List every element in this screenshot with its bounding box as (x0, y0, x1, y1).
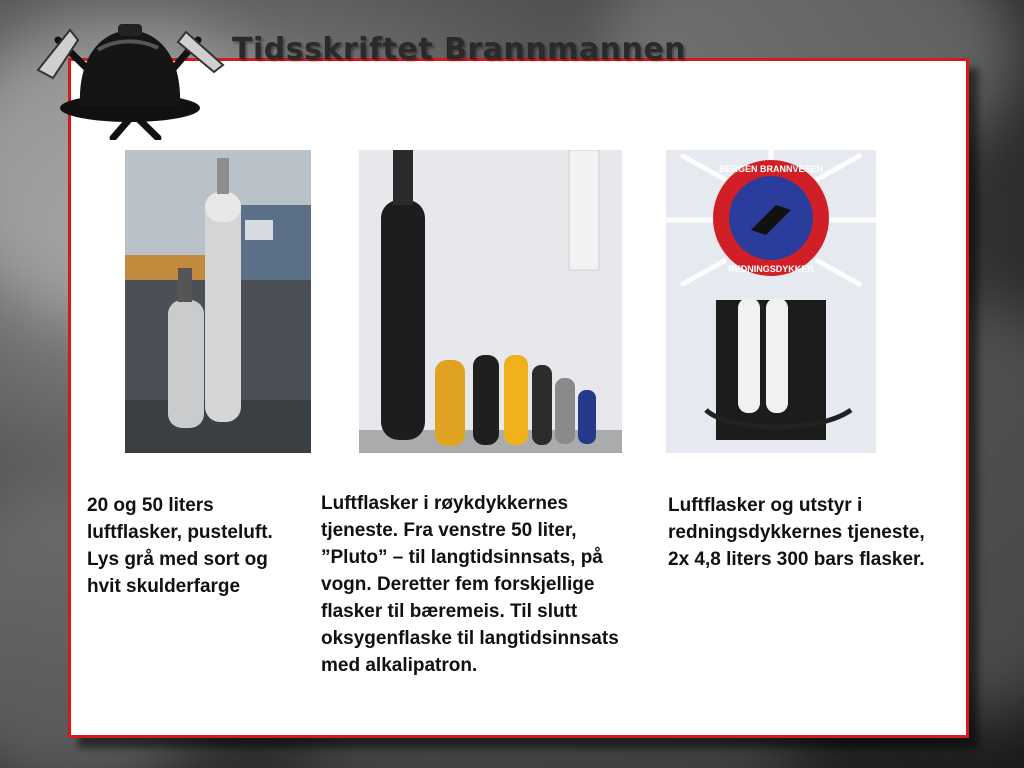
caption-figure-1: 20 og 50 liters luftflasker, pusteluft. Lys grå med sort og hvit skulderfarge (87, 495, 273, 597)
page-title: Tidsskriftet Brannmannen (232, 32, 687, 67)
caption-figure-2: Luftflasker i røykdykkernes tjeneste. Fra venstre 50 liter, ”Pluto” – til langtidsinnsats, på vogn. Deretter fem forskjellige flasker til bæremeis. Til slutt oksygenflaske til langtidsinnsats med alkalipatron. (321, 493, 619, 676)
badge-top-text: BERGEN BRANNVESEN (718, 164, 824, 174)
fire-helmet-crossed-axes-icon (18, 10, 238, 140)
rescue-diver-equipment-photo (666, 150, 876, 453)
gas-cylinders-lineup-photo (359, 150, 622, 453)
badge-bottom-text: REDNINGSDYKKER (728, 264, 814, 274)
caption-figure-3: Luftflasker og utstyr i redningsdykkernes tjeneste, 2x 4,8 liters 300 bars flasker. (668, 495, 925, 570)
gas-cylinders-photo (125, 150, 311, 453)
